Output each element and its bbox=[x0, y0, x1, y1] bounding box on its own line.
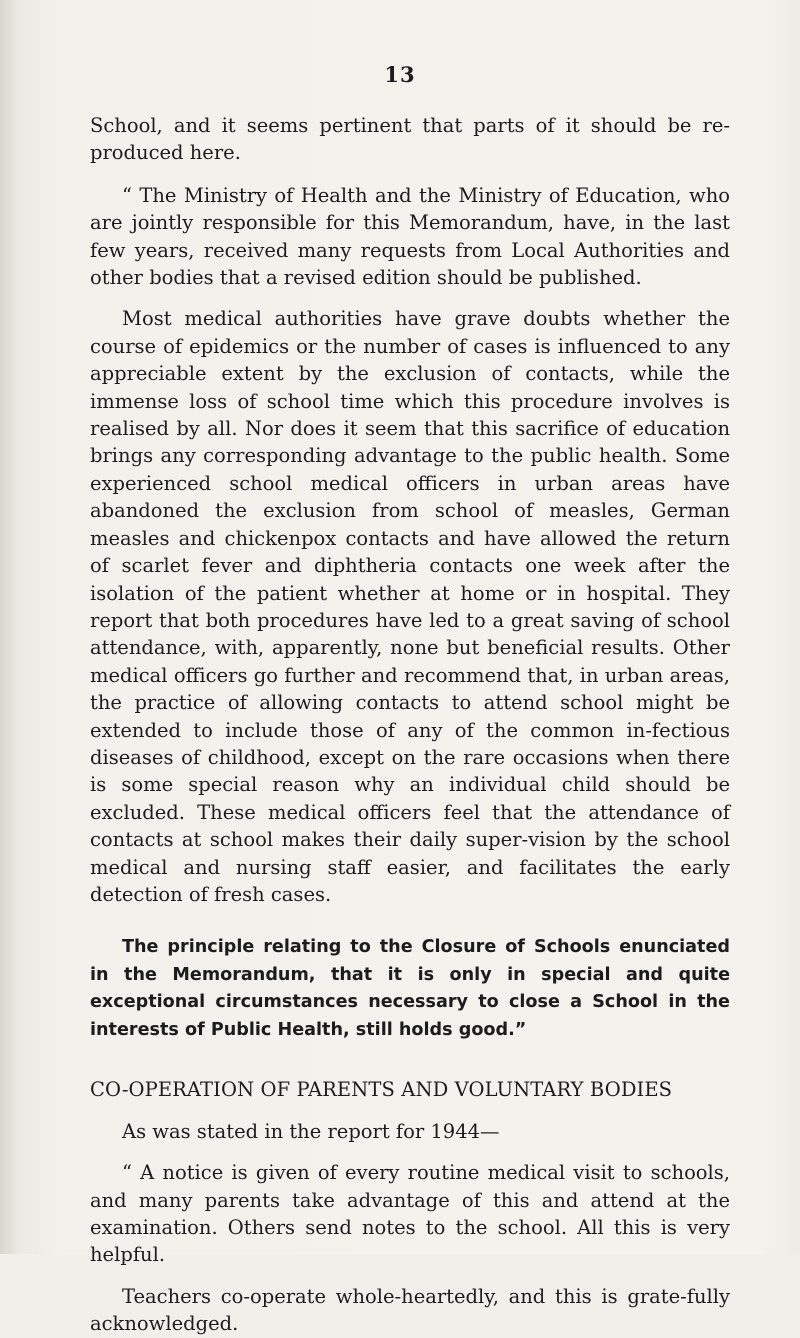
paragraph-medical-authorities: Most medical authorities have grave doubts whether the course of epidemics or the number of cases is influenced to any appreciable extent by the exclusion of contacts, while the immense loss of school time which this procedure involves is realised by all. Nor does it seem that this sacrifice of education brings any corresponding advantage to the public health. Some experienced school medical officers in urban areas have abandoned the exclusion from school of measles, German measles and chickenpox contacts and have allowed the return of scarlet fever and diphtheria contacts one week after the isolation of the patient whether at home or in hospital. They report that both procedures have led to a great saving of school attendance, with, apparently, none but beneficial results. Other medical officers go further and recommend that, in urban areas, the practice of allowing contacts to attend school might be extended to include those of any of the common in-fectious diseases of childhood, except on the rare occasions when there is some special reason why an individual child should be excluded. These medical officers feel that the attendance of contacts at school makes their daily super-vision by the school medical and nursing staff easier, and facilitates the early detection of fresh cases. bbox=[90, 307, 730, 906]
paragraph-closure-principle: The principle relating to the Closure of Schools enunciated in the Memorandum, that it is only in special and quite exceptional circumstances necessary to close a School in the interests of Public Health, still holds good.” bbox=[90, 937, 730, 1040]
paragraph-ministry-quote: “ The Ministry of Health and the Ministry of Education, who are jointly responsible for this Memorandum, have, in the last few years, received many requests from Local Authorities and other bodies that a revised edition should be published. bbox=[90, 183, 730, 290]
paragraph-teachers: Teachers co-operate whole-heartedly, and this is grate-fully acknowledged. bbox=[90, 1284, 730, 1336]
document-body bbox=[90, 112, 730, 1338]
paragraph-notice: “ A notice is given of every routine medical visit to schools, and many parents take advantage of this and attend at the examination. Others send notes to the school. All this is very helpful. bbox=[90, 1161, 730, 1267]
paragraph-intro: School, and it seems pertinent that parts of it should be re-produced here. bbox=[90, 114, 730, 165]
paragraph-report-1944: As was stated in the report for 1944— bbox=[122, 1119, 500, 1143]
section-heading: CO-OPERATION OF PARENTS AND VOLUNTARY BODIES bbox=[90, 1078, 673, 1102]
page-number: 13 bbox=[384, 62, 416, 87]
